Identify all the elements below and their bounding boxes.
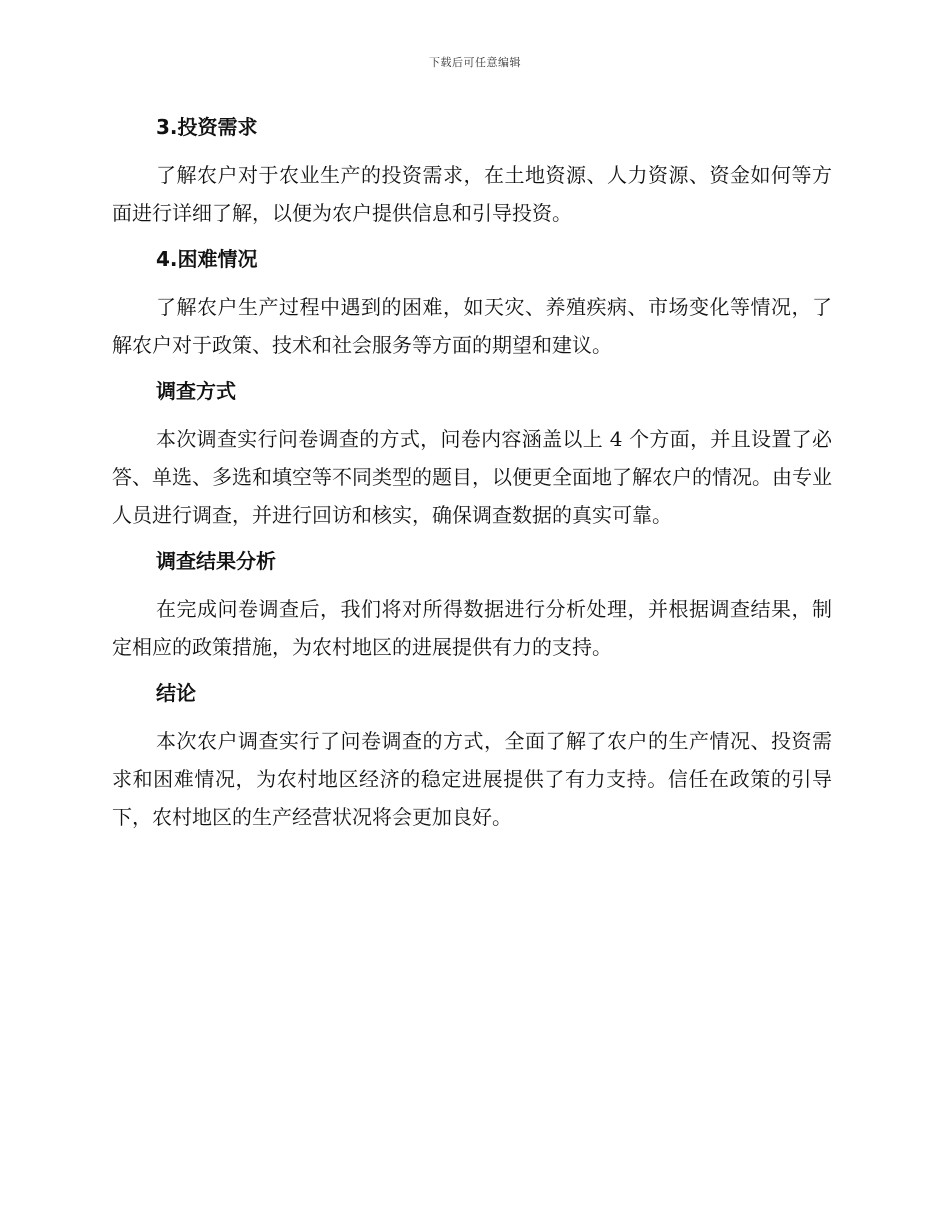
section-paragraph: 在完成问卷调查后，我们将对所得数据进行分析处理，并根据调查结果，制定相应的政策措施，为农村地区的进展提供有力的支持。 [112, 597, 832, 659]
section-survey-method [112, 376, 832, 534]
section-conclusion [112, 678, 832, 836]
section-paragraph: 本次调查实行问卷调查的方式，问卷内容涵盖以上 4 个方面，并且设置了必答、单选、多选和填空等不同类型的题目，以便更全面地了解农户的情况。由专业人员进行调查，并进行回访和核实，确保调查数据的真实可靠。 [112, 427, 832, 527]
section-paragraph: 了解农户生产过程中遇到的困难，如天灾、养殖疾病、市场变化等情况，了解农户对于政策、技术和社会服务等方面的期望和建议。 [112, 295, 832, 357]
section-paragraph: 了解农户对于农业生产的投资需求，在土地资源、人力资源、资金如何等方面进行详细了解，以便为农户提供信息和引导投资。 [112, 163, 832, 225]
section-heading: 3.投资需求 [156, 115, 258, 139]
section-investment-needs [112, 112, 832, 232]
section-heading: 结论 [156, 681, 196, 705]
section-heading: 调查方式 [156, 379, 236, 403]
section-paragraph: 本次农户调查实行了问卷调查的方式，全面了解了农户的生产情况、投资需求和困难情况，为农村地区经济的稳定进展提供了有力支持。信任在政策的引导下，农村地区的生产经营状况将会更加良好。 [112, 729, 832, 829]
document-body [112, 112, 832, 848]
header-note: 下载后可任意编辑 [429, 56, 521, 69]
section-heading: 4.困难情况 [156, 247, 258, 271]
section-results-analysis [112, 546, 832, 666]
section-heading: 调查结果分析 [156, 549, 276, 573]
section-difficulties [112, 244, 832, 364]
